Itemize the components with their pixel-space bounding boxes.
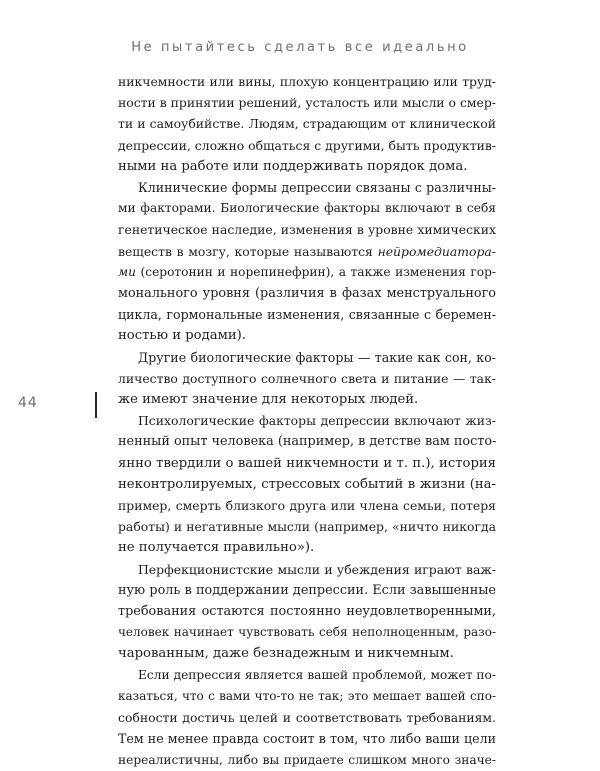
text-line: ности в принятии решений, усталость или мысли о смер-: [118, 95, 496, 111]
text-segment: (серотонин и норепинефрин), а также изменения гор-: [140, 264, 496, 279]
text-line: личество доступного солнечного света и питание — так-: [118, 370, 496, 386]
text-line: ными на работе или поддерживать порядок дома.: [118, 158, 468, 174]
text-line: Клинические формы депрессии связаны с различны-: [138, 180, 496, 196]
text-line: Если депрессия является вашей проблемой, может по-: [138, 667, 496, 682]
text-line: нереалистичны, либо вы придаете слишком много значе-: [118, 752, 496, 767]
text-line: монального уровня (различия в фазах менструального: [118, 286, 496, 302]
text-line: ти и самоубийстве. Людям, страдающим от клинической: [118, 116, 496, 132]
text-line: же имеют значение для некоторых людей.: [118, 392, 419, 408]
text-line: янно твердили о вашей никчемности и т. п.), история: [118, 455, 496, 471]
text-line: не получается правильно»).: [118, 540, 315, 556]
emphasis-term: ми: [118, 264, 136, 279]
text-line: собности достичь целей и соответствовать требованиям.: [118, 710, 496, 726]
emphasis-term: нейромедиатора-: [377, 243, 496, 259]
text-line: неконтролируемых, стрессовых событий в жизни (на-: [118, 476, 496, 492]
text-line: цикла, гормональные изменения, связанные с беремен-: [118, 307, 496, 323]
page-number: 44: [18, 395, 38, 411]
text-line: никчемности или вины, плохую концентрацию или труд-: [118, 74, 496, 89]
text-line: Перфекционистские мысли и убеждения играют важ-: [138, 561, 496, 577]
running-head-title: Не пытайтесь сделать все идеально: [131, 40, 469, 55]
text-line: депрессии, сложно общаться с другими, быть продуктив-: [118, 137, 496, 153]
text-line: ную роль в поддержании депрессии. Если завышенные: [118, 582, 496, 598]
text-segment: веществ в мозгу, которые называются: [118, 243, 373, 259]
text-line: ненный опыт человека (например, в детстве вам посто-: [118, 434, 496, 450]
text-line: Тем не менее правда состоит в том, что либо ваши цели: [118, 731, 496, 747]
text-line: казаться, что с вами что-то не так; это мешает вашей спо-: [118, 688, 496, 703]
body-text: [118, 71, 496, 771]
text-line: Другие биологические факторы — такие как сон, ко-: [138, 349, 496, 365]
text-line: [118, 262, 496, 283]
text-line: работы) и негативные мысли (например, «ничто никогда: [118, 519, 496, 535]
text-line: человек начинает чувствовать себя неполноценным, разо-: [118, 625, 496, 640]
margin-rule: [95, 392, 97, 418]
text-line: Психологические факторы депрессии включают жиз-: [138, 413, 496, 429]
text-line: пример, смерть близкого друга или члена семьи, потеря: [118, 498, 496, 514]
text-line: чарованным, даже безнадежным и никчемным.: [118, 646, 454, 662]
text-line: ми факторами. Биологические факторы включают в себя: [118, 201, 496, 216]
text-line: генетическое наследие, изменения в уровне химических: [118, 222, 496, 238]
text-line: требования остаются постоянно неудовлетворенными,: [118, 604, 496, 620]
text-line: [118, 241, 496, 262]
text-line: ностью и родами).: [118, 328, 246, 344]
